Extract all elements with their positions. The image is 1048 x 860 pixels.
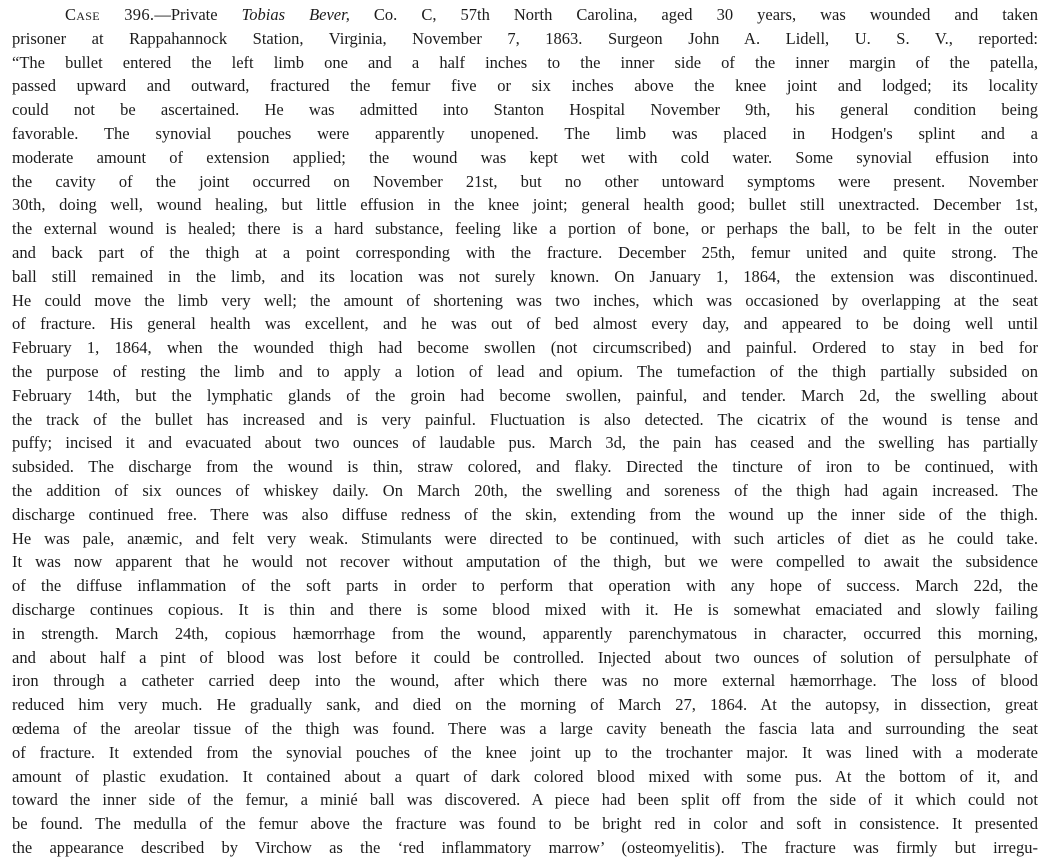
text-line: subsided. The discharge from the wound is thin, straw colored, and flaky. Directed the tincture of iron to be continued, with: [12, 457, 1038, 477]
text-line: puffy; incised it and evacuated about two ounces of laudable pus. March 3d, the pain has ceased and the swelling has partially: [12, 433, 1038, 453]
text-line: discharge continued free. There was also diffuse redness of the skin, extending from the wound up the inner side of the thigh.: [12, 504, 1038, 524]
patient-name: Tobias Bever,: [241, 5, 350, 24]
text-line: passed upward and outward, fractured the femur five or six inches above the knee joint and lodged; its locality: [12, 76, 1038, 96]
text-line: the track of the bullet has increased and is very painful. Fluctuation is also detected. The cicatrix of the wound is tense and: [12, 409, 1038, 429]
text-line: He could move the limb very well; the amount of shortening was two inches, which was occasioned by overlapping at the seat: [12, 290, 1038, 310]
text-line: prisoner at Rappahannock Station, Virginia, November 7, 1863. Surgeon John A. Lidell, U. S. V., reported:: [12, 28, 1038, 48]
text-line: 30th, doing well, wound healing, but little effusion in the knee joint; general health good; bullet still unextracted. December 1st,: [12, 195, 1038, 215]
text-line: toward the inner side of the femur, a minié ball was discovered. A piece had been split off from the side of it which could not: [12, 790, 1038, 810]
text-line: amount of plastic exudation. It contained about a quart of dark colored blood mixed with some pus. At the bottom of it, and: [12, 766, 1038, 786]
text-line: the external wound is healed; there is a hard substance, feeling like a portion of bone, or perhaps the ball, to be felt in the outer: [12, 219, 1038, 239]
case-first-line-rest: Co. C, 57th North Carolina, aged 30 years, was wounded and taken: [349, 5, 1038, 24]
text-line: favorable. The synovial pouches were apparently unopened. The limb was placed in Hodgen's splint and a: [12, 123, 1038, 143]
text-line: of fracture. It extended from the synovial pouches of the knee joint up to the trochanter major. It was lined with a moderate: [12, 742, 1038, 762]
text-line: the addition of six ounces of whiskey daily. On March 20th, the swelling and soreness of the thigh had again increased. The: [12, 480, 1038, 500]
text-line: the appearance described by Virchow as the ‘red inflammatory marrow’ (osteomyelitis). The fracture was firmly but irregu-: [12, 837, 1038, 857]
text-line: He was pale, anæmic, and felt very weak. Stimulants were directed to be continued, with such articles of diet as he could take.: [12, 528, 1038, 548]
text-line: and back part of the thigh at a point corresponding with the fracture. December 25th, femur united and quite strong. The: [12, 242, 1038, 262]
text-line: February 14th, but the lymphatic glands of the groin had become swollen, painful, and tender. March 2d, the swelling about: [12, 385, 1038, 405]
text-line: “The bullet entered the left limb one and a half inches to the inner side of the inner margin of the patella,: [12, 52, 1038, 72]
text-line: of the diffuse inflammation of the soft parts in order to perform that operation with any hope of success. March 22d, the: [12, 576, 1038, 596]
text-line: reduced him very much. He gradually sank, and died on the morning of March 27, 1864. At the autopsy, in dissection, great: [12, 695, 1038, 715]
text-line: the cavity of the joint occurred on November 21st, but no other untoward symptoms were present. November: [12, 171, 1038, 191]
case-label: Case 396.: [65, 5, 155, 24]
case-body: [12, 27, 1038, 860]
text-line: February 1, 1864, when the wounded thigh had become swollen (not circumscribed) and painful. Ordered to stay in bed for: [12, 338, 1038, 358]
text-line: ball still remained in the limb, and its location was not surely known. On January 1, 1864, the extension was discontinued.: [12, 266, 1038, 286]
text-line: discharge continues copious. It is thin and there is some blood mixed with it. He is somewhat emaciated and slowly failing: [12, 599, 1038, 619]
text-line: the purpose of resting the limb and to apply a lotion of lead and opium. The tumefaction of the thigh partially subsided on: [12, 361, 1038, 381]
text-line: œdema of the areolar tissue of the thigh was found. There was a large cavity beneath the fascia lata and surrounding the seat: [12, 718, 1038, 738]
text-line: be found. The medulla of the femur above the fracture was found to be bright red in color and soft in consistence. It presented: [12, 814, 1038, 834]
text-line: could not be ascertained. He was admitted into Stanton Hospital November 9th, his general condition being: [12, 100, 1038, 120]
text-line: of fracture. His general health was excellent, and he was out of bed almost every day, and appeared to be doing well until: [12, 314, 1038, 334]
case-dash: —Private: [154, 5, 242, 24]
text-line: It was now apparent that he would not recover without amputation of the thigh, but we were compelled to await the subsidence: [12, 552, 1038, 572]
text-line: in strength. March 24th, copious hæmorrhage from the wound, apparently parenchymatous in character, occurred this morning,: [12, 623, 1038, 643]
text-line: iron through a catheter carried deep into the wound, after which there was no more external hæmorrhage. The loss of blood: [12, 671, 1038, 691]
text-line: and about half a pint of blood was lost before it could be controlled. Injected about two ounces of solution of persulphate of: [12, 647, 1038, 667]
case-first-line: [12, 3, 1038, 27]
text-line: moderate amount of extension applied; the wound was kept wet with cold water. Some synovial effusion into: [12, 147, 1038, 167]
